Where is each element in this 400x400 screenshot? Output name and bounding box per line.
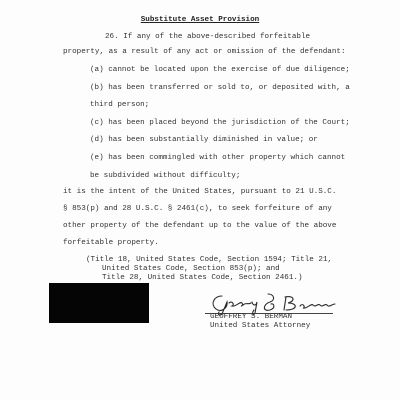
citation-line: (Title 18, United States Code, Section 1594; Title 21,: [86, 256, 333, 264]
paragraph-line: § 853(p) and 28 U.S.C. § 2461(c), to seek forfeiture of any: [63, 205, 332, 213]
clause-d: (d) has been substantially diminished in value; or: [90, 136, 318, 144]
signer-name: GEOFFREY S. BERMAN: [210, 313, 293, 321]
paragraph-line: property, as a result of any act or omission of the defendant:: [63, 48, 346, 56]
paragraph-line: other property of the defendant up to the value of the above: [63, 222, 337, 230]
clause-e: (e) has been commingled with other property which cannot: [90, 154, 346, 162]
section-heading: Substitute Asset Provision: [140, 16, 260, 24]
clause-b-continued: third person;: [90, 101, 150, 109]
clause-b: (b) has been transferred or sold to, or deposited with, a: [90, 84, 350, 92]
paragraph-line: it is the intent of the United States, pursuant to 21 U.S.C.: [63, 188, 337, 196]
citation-line: United States Code, Section 853(p); and: [102, 265, 280, 273]
clause-a: (a) cannot be located upon the exercise of due diligence;: [90, 66, 350, 74]
citation-line: Title 28, United States Code, Section 2461.): [102, 274, 303, 282]
handwritten-signature: [208, 288, 338, 316]
clause-e-continued: be subdivided without difficulty;: [90, 172, 241, 180]
redaction-block: [49, 283, 149, 323]
paragraph-line: 26. If any of the above-described forfeitable: [105, 33, 311, 41]
signer-title: United States Attorney: [210, 322, 311, 330]
clause-c: (c) has been placed beyond the jurisdiction of the Court;: [90, 119, 350, 127]
paragraph-line: forfeitable property.: [63, 239, 159, 247]
